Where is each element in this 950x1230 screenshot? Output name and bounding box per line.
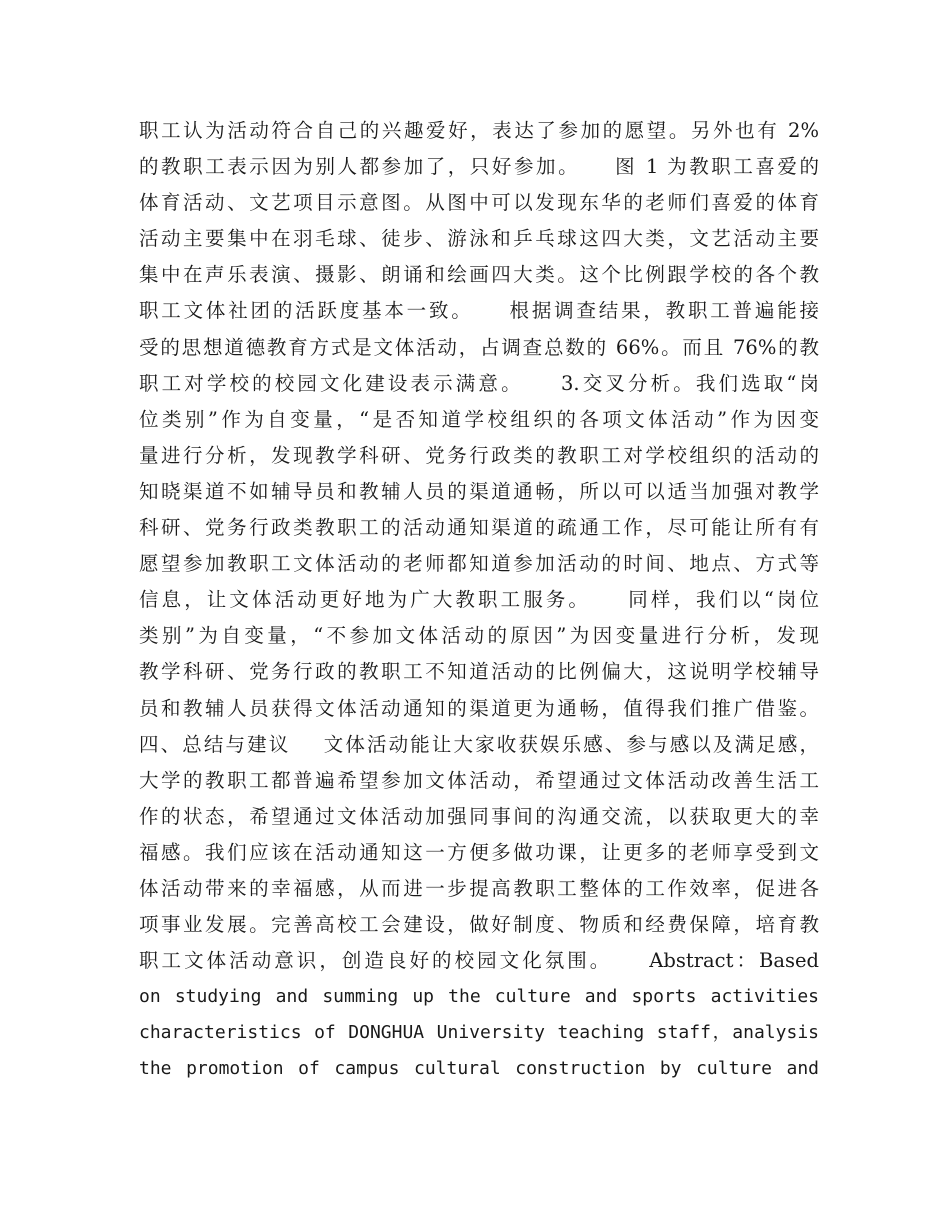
text-line: 位类别”作为自变量，“是否知道学校组织的各项文体活动”作为因变 [139, 407, 819, 431]
text-line: 科研、党务行政类教职工的活动通知渠道的疏通工作，尽可能让所有有 [139, 516, 819, 540]
text-line: the promotion of campus cultural construction by culture and [139, 1058, 819, 1080]
text-line: 受的思想道德教育方式是文体活动，占调查总数的 66%。而且 76%的教 [139, 335, 819, 359]
text-line: 体育活动、文艺项目示意图。从图中可以发现东华的老师们喜爱的体育 [139, 191, 819, 215]
text-line: 体活动带来的幸福感，从而进一步提高教职工整体的工作效率，促进各 [139, 876, 819, 900]
text-line: 员和教辅人员获得文体活动通知的渠道更为通畅，值得我们推广借鉴。 [139, 696, 819, 720]
text-line: 信息，让文体活动更好地为广大教职工服务。 同样，我们以“岗位 [139, 588, 819, 612]
text-line: 知晓渠道不如辅导员和教辅人员的渠道通畅，所以可以适当加强对教学 [139, 479, 819, 503]
text-line: 教学科研、党务行政的教职工不知道活动的比例偏大，这说明学校辅导 [139, 660, 819, 684]
text-line: 量进行分析，发现教学科研、党务行政类的教职工对学校组织的活动的 [139, 443, 819, 467]
text-line: characteristics of DONGHUA University teaching staff，analysis [139, 1022, 819, 1044]
body-text [139, 113, 819, 1088]
text-line: 集中在声乐表演、摄影、朗诵和绘画四大类。这个比例跟学校的各个教 [139, 263, 819, 287]
text-line: 职工文体社团的活跃度基本一致。 根据调查结果，教职工普遍能接 [139, 299, 819, 323]
text-line: 职工文体活动意识，创造良好的校园文化氛围。 Abstract：Based [139, 949, 819, 973]
text-line: 项事业发展。完善高校工会建设，做好制度、物质和经费保障，培育教 [139, 913, 819, 937]
text-line: 愿望参加教职工文体活动的老师都知道参加活动的时间、地点、方式等 [139, 552, 819, 576]
text-line: 四、总结与建议 文体活动能让大家收获娱乐感、参与感以及满足感， [139, 732, 819, 756]
text-line: 职工认为活动符合自己的兴趣爱好，表达了参加的愿望。另外也有 2% [139, 119, 819, 142]
text-line: 福感。我们应该在活动通知这一方便多做功课，让更多的老师享受到文 [139, 840, 819, 864]
text-line: 职工对学校的校园文化建设表示满意。 3.交叉分析。我们选取“岗 [139, 371, 819, 395]
text-line: on studying and summing up the culture and sports activities [139, 986, 819, 1008]
text-line: 的教职工表示因为别人都参加了，只好参加。 图 1 为教职工喜爱的 [139, 155, 819, 179]
text-line: 作的状态，希望通过文体活动加强同事间的沟通交流，以获取更大的幸 [139, 804, 819, 828]
text-line: 大学的教职工都普遍希望参加文体活动，希望通过文体活动改善生活工 [139, 768, 819, 792]
text-line: 活动主要集中在羽毛球、徒步、游泳和乒乓球这四大类，文艺活动主要 [139, 227, 819, 251]
text-line: 类别”为自变量，“不参加文体活动的原因”为因变量进行分析，发现 [139, 624, 819, 648]
